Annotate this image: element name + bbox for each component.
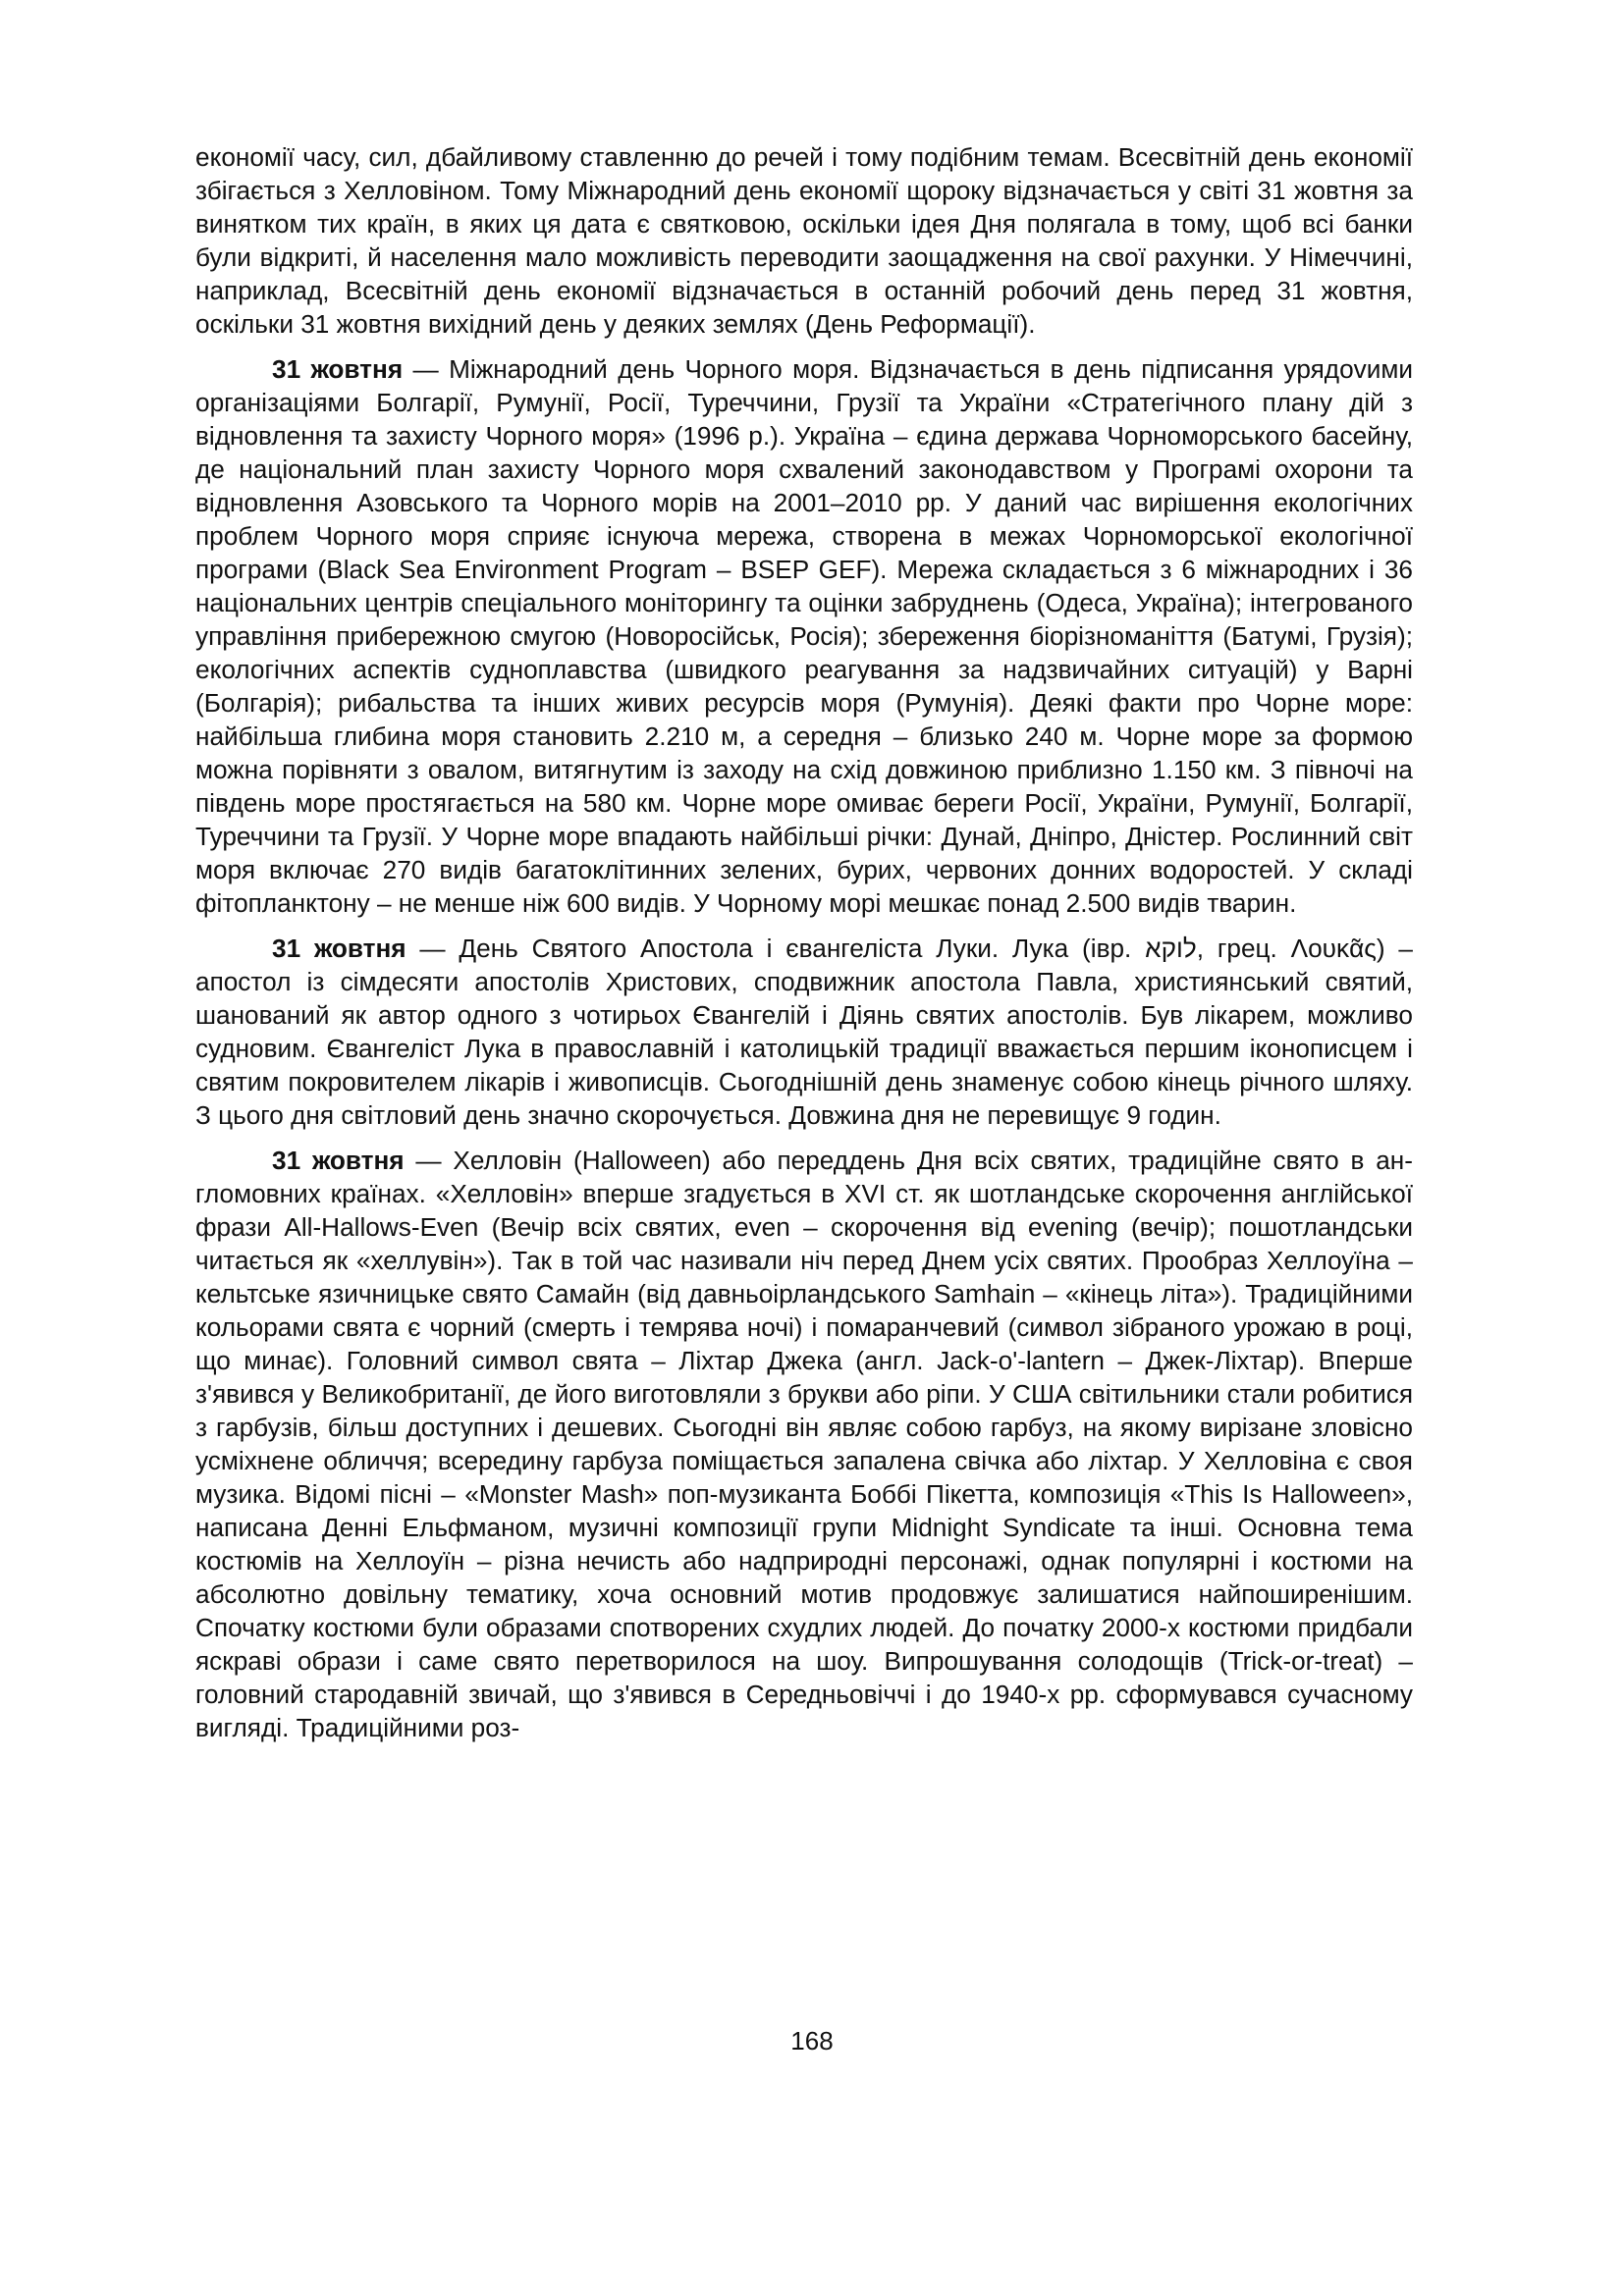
paragraph-halloween [195, 1144, 1413, 1744]
entry-date: 31 жовтня [272, 354, 404, 384]
paragraph-text: — Хелловін (Halloween) або переддень Дня всіх святих, традиційне свято в англомовних країнах. «Хелловін» вперше згадується в XVI ст. як шотландське скорочення англійської фрази All-Hallows-Even (Вечір всіх святих, even – скорочення від evening (вечір); пошотландськи читається як «хеллувін»). Так в той час називали ніч перед Днем усіх святих. Прообраз Хеллоуїна – кельтське язичницьке свято Самайн (від давньоірландського Samhain – «кінець літа»). Традиційними кольорами свята є чорний (смерть і темрява ночі) і помаранчевий (символ зібраного урожаю в році, що минає). Головний символ свята – Ліхтар Джека (англ. Jack-o'-lantern – Джек-Ліхтар). Вперше з'явився у Великобританії, де його виготовляли з брукви або ріпи. У США світильники стали робитися з гарбузів, більш доступних і дешевих. Сьогодні він являє собою гарбуз, на якому вирізане зловісно усміхнене обличчя; всередину гарбуза поміщається запалена свічка або ліхтар. У Хелловіна є своя музика. Відомі пісні – «Monster Mash» поп-музиканта Боббі Пікетта, композиція «This Is Halloween», написана Денні Ельфманом, музичні композиції групи Midnight Syndicate та інші. Основна тема костюмів на Хеллоуїн – різна нечисть або надприродні персонажі, однак популярні і костюми на абсолютно довільну тематику, хоча основний мотив продовжує залишатися найпоширенішим. Спочатку костюми були образами спотворених схудлих людей. До початку 2000-х костюми придбали яскраві образи і саме свято перетворилося на шоу. Випрошування солодощів (Trick-or-treat) – головний стародавній звичай, що з'явився в Середньовіччі і до 1940-х рр. сформувався сучасному вигляді. Традиційними роз- [195, 1146, 1413, 1742]
page-body [195, 140, 1413, 1756]
paragraph-economy-day-continuation [195, 140, 1413, 341]
entry-date: 31 жовтня [272, 934, 406, 963]
paragraph-apostle-luke-day [195, 932, 1413, 1132]
paragraph-black-sea-day [195, 352, 1413, 920]
page-number: 168 [790, 2026, 834, 2056]
paragraph-text: економії часу, сил, дбайливому ставленню до речей і тому подібним темам. Всесвітній день економії збігається з Хелловіном. Тому Міжнародний день економії щороку відзначається у світі 31 жовтня за винятком тих країн, в яких ця дата є святковою, оскільки ідея Дня полягала в тому, щоб всі банки були відкриті, й населення мало можливість переводити заощадження на свої рахунки. У Німеччині, наприклад, Всесвітній день економії відзначається в останній робочий день перед 31 жовтня, оскільки 31 жовтня вихідний день у деяких землях (День Реформації). [195, 142, 1413, 339]
entry-date: 31 жовтня [272, 1146, 405, 1175]
paragraph-text: — День Святого Апостола і євангеліста Луки. Лука (івр. לוקא, грец. Λουκᾶς) – апостол із сімдесяти апостолів Христових, сподвижник апостола Павла, християнський святий, шанований як автор одного з чотирьох Євангелій і Діянь святих апостолів. Був лікарем, можливо судновим. Євангеліст Лука в православній і католицькій традиції вважається першим іконописцем і святим покровителем лікарів і живописців. Сьогоднішній день знаменує собою кінець річного шляху. З цього дня світловий день значно скорочується. Довжина дня не перевищує 9 годин. [195, 934, 1413, 1130]
paragraph-text: — Міжнародний день Чорного моря. Відзначається в день підписання урядоvими організаціями Болгарії, Румунії, Росії, Туреччини, Грузії та України «Стратегічного плану дій з відновлення та захисту Чорного моря» (1996 р.). Україна – єдина держава Чорноморського басейну, де національний план захисту Чорного моря схвалений законодавством у Програмі охорони та відновлення Азовського та Чорного морів на 2001–2010 рр. У даний час вирішення екологічних проблем Чорного моря сприяє існуюча мережа, створена в межах Чорноморської екологічної програми (Black Sea Environment Program – BSEP GEF). Мережа складається з 6 міжнародних і 36 національних центрів спеціального моніторингу та оцінки забруднень (Одеса, Україна); інтегрованого управління прибережною смугою (Новоросійськ, Росія); збереження біорізноманіття (Батумі, Грузія); екологічних аспектів судноплавства (швидкого реагування за надзвичайних ситуацій) у Варні (Болгарія); рибальства та інших живих ресурсів моря (Румунія). Деякі факти про Чорне море: найбільша глибина моря становить 2.210 м, а середня – близько 240 м. Чорне море за формою можна порівняти з овалом, витягнутим із заходу на схід довжиною приблизно 1.150 км. З півночі на південь море простягається на 580 км. Чорне море омиває береги Росії, України, Румунії, Болгарії, Туреччини та Грузії. У Чорне море впадають найбільші річки: Дунай, Дніпро, Дністер. Рослинний світ моря включає 270 видів багатоклітинних зелених, бурих, червоних донних водоростей. У складі фітопланктону – не менше ніж 600 видів. У Чорному морі мешкає понад 2.500 видів тварин. [195, 354, 1413, 918]
